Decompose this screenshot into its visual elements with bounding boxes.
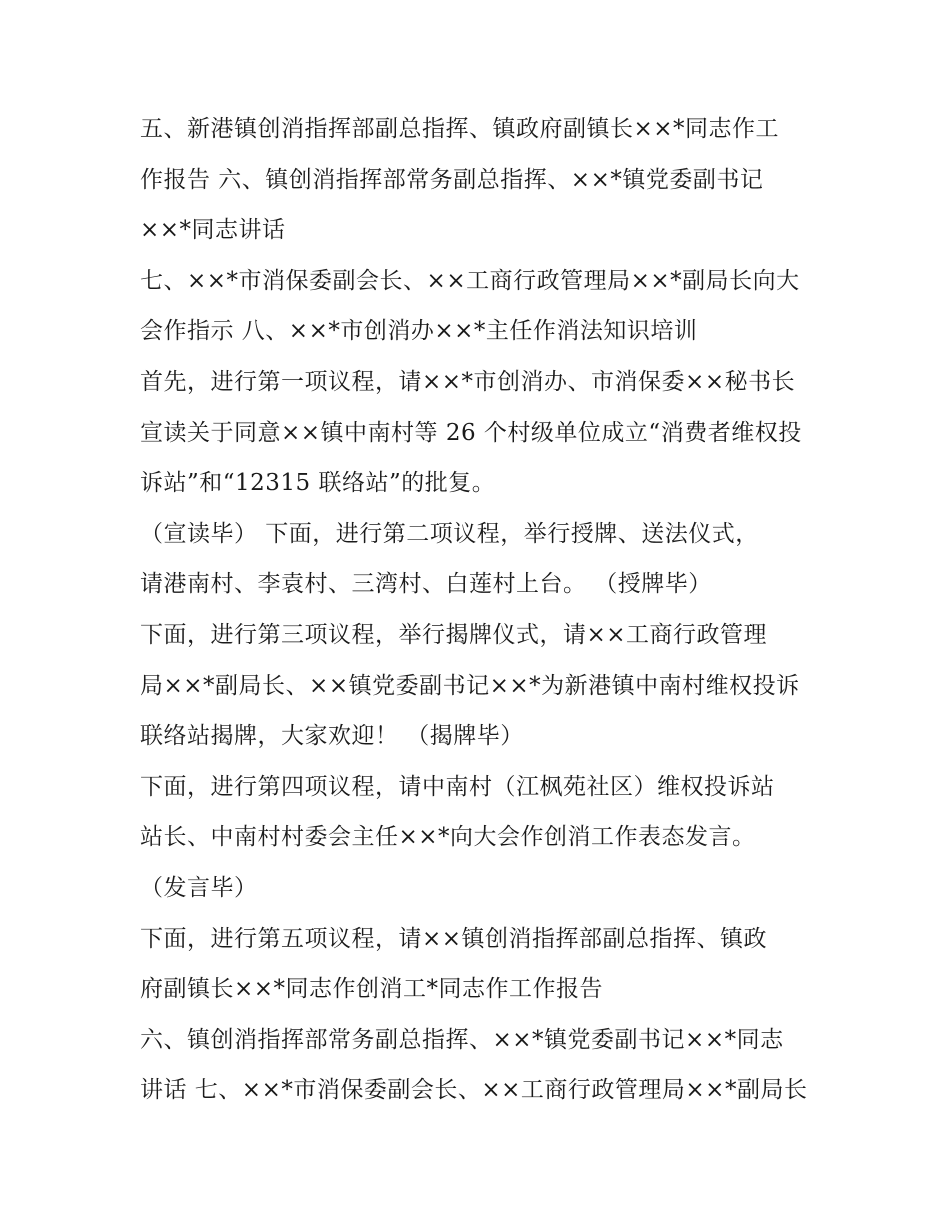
text-line: （宣读毕） 下面，进行第二项议程，举行授牌、送法仪式， bbox=[140, 520, 759, 547]
text-line: （发言毕） bbox=[140, 874, 258, 901]
text-line: 下面，进行第五项议程，请××镇创消指挥部副总指挥、镇政 bbox=[140, 925, 768, 952]
text-line: 下面，进行第三项议程，举行揭牌仪式，请××工商行政管理 bbox=[140, 621, 768, 648]
text-line: 站长、中南村村委会主任××*向大会作创消工作表态发言。 bbox=[140, 824, 756, 851]
text-line: 府副镇长××*同志作创消工*同志作工作报告 bbox=[140, 976, 604, 1003]
text-line: ××*同志讲话 bbox=[140, 217, 286, 244]
document-body bbox=[140, 104, 830, 1116]
text-line: 七、××*市消保委副会长、××工商行政管理局××*副局长向大 bbox=[140, 267, 800, 294]
text-line: 五、新港镇创消指挥部副总指挥、镇政府副镇长××*同志作工 bbox=[140, 116, 780, 142]
text-line: 会作指示 八、××*市创消办××*主任作消法知识培训 bbox=[140, 318, 698, 345]
text-line: 首先，进行第一项议程，请××*市创消办、市消保委××秘书长 bbox=[140, 368, 796, 395]
text-line: 诉站”和“12315 联络站”的批复。 bbox=[140, 470, 496, 497]
text-line: 请港南村、李袁村、三湾村、白莲村上台。 （授牌毕） bbox=[140, 571, 712, 598]
text-line: 宣读关于同意××镇中南村等 26 个村级单位成立“消费者维权投 bbox=[140, 419, 802, 446]
text-line: 联络站揭牌，大家欢迎！ （揭牌毕） bbox=[140, 723, 524, 750]
text-line: 讲话 七、××*市消保委副会长、××工商行政管理局××*副局长 bbox=[140, 1077, 808, 1104]
text-line: 六、镇创消指挥部常务副总指挥、××*镇党委副书记××*同志 bbox=[140, 1026, 784, 1053]
text-line: 作报告 六、镇创消指挥部常务副总指挥、××*镇党委副书记 bbox=[140, 166, 764, 193]
text-line: 下面，进行第四项议程，请中南村（江枫苑社区）维权投诉站 bbox=[140, 773, 775, 800]
text-line: 局××*副局长、××镇党委副书记××*为新港镇中南村维权投诉 bbox=[140, 672, 800, 699]
